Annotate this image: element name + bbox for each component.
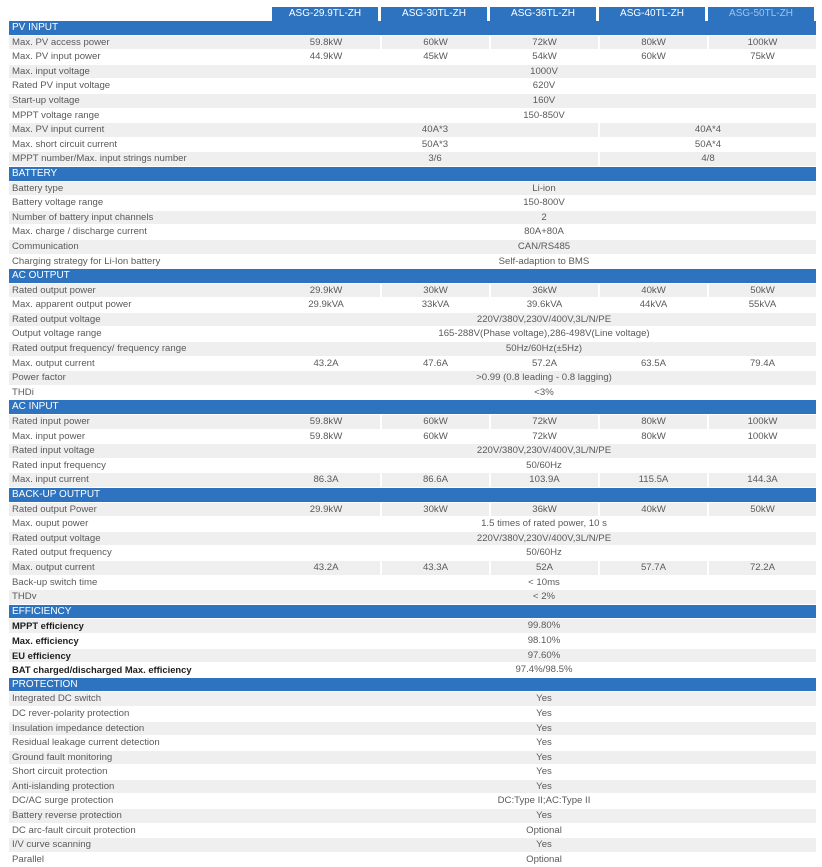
spec-value: 100kW — [708, 415, 816, 430]
spec-label: Charging strategy for Li-Ion battery — [9, 254, 272, 269]
spec-value: 59.8kW — [272, 35, 381, 50]
spec-value: Yes — [272, 809, 816, 824]
spec-row — [9, 50, 816, 65]
spec-row — [9, 502, 816, 517]
spec-value: 144.3A — [708, 473, 816, 488]
spec-value: 99.80% — [272, 619, 816, 634]
spec-label: Anti-islanding protection — [9, 779, 272, 794]
section-title: BATTERY — [9, 166, 816, 181]
spec-value: 1000V — [272, 64, 816, 79]
spec-value: 150-800V — [272, 196, 816, 211]
spec-row — [9, 692, 816, 707]
spec-label: Output voltage range — [9, 327, 272, 342]
spec-value: 39.6kVA — [490, 298, 599, 313]
spec-row — [9, 750, 816, 765]
section-header — [9, 488, 816, 503]
spec-label: Residual leakage current detection — [9, 736, 272, 751]
spec-row — [9, 196, 816, 211]
spec-value: 220V/380V,230V/400V,3L/N/PE — [272, 444, 816, 459]
spec-value: 97.4%/98.5% — [272, 663, 816, 678]
spec-label: MPPT voltage range — [9, 108, 272, 123]
spec-row — [9, 35, 816, 50]
spec-value: 29.9kW — [272, 283, 381, 298]
spec-label: Max. apparent output power — [9, 298, 272, 313]
spec-value: 52A — [490, 560, 599, 575]
spec-label: MPPT number/Max. input strings number — [9, 152, 272, 167]
section-header — [9, 604, 816, 619]
spec-row — [9, 64, 816, 79]
spec-label: EU efficiency — [9, 648, 272, 663]
spec-row — [9, 531, 816, 546]
spec-value: 36kW — [490, 283, 599, 298]
spec-row — [9, 458, 816, 473]
spec-value: Li-ion — [272, 181, 816, 196]
spec-value: 50Hz/60Hz(±5Hz) — [272, 342, 816, 357]
spec-label: Rated input power — [9, 415, 272, 430]
spec-value: 80kW — [599, 415, 708, 430]
spec-label: Rated PV input voltage — [9, 79, 272, 94]
spec-value: 4/8 — [599, 152, 816, 167]
spec-label: Rated input frequency — [9, 458, 272, 473]
spec-value: 54kW — [490, 50, 599, 65]
spec-label: THDi — [9, 385, 272, 400]
spec-label: Battery voltage range — [9, 196, 272, 211]
spec-value: CAN/RS485 — [272, 239, 816, 254]
spec-label: Start-up voltage — [9, 93, 272, 108]
spec-value: Yes — [272, 779, 816, 794]
spec-label: MPPT efficiency — [9, 619, 272, 634]
spec-value: < 10ms — [272, 575, 816, 590]
spec-row — [9, 721, 816, 736]
spec-value: Yes — [272, 765, 816, 780]
spec-row — [9, 137, 816, 152]
spec-label: Max. efficiency — [9, 633, 272, 648]
spec-value: 86.3A — [272, 473, 381, 488]
spec-label: Back-up switch time — [9, 575, 272, 590]
model-header: ASG-30TL-ZH — [381, 7, 487, 21]
spec-label: Max. charge / discharge current — [9, 225, 272, 240]
spec-row — [9, 371, 816, 386]
spec-row — [9, 298, 816, 313]
spec-value: 60kW — [381, 429, 490, 444]
spec-table — [9, 21, 816, 867]
spec-value: Yes — [272, 838, 816, 853]
spec-label: Max. output current — [9, 560, 272, 575]
spec-row — [9, 415, 816, 430]
spec-row — [9, 560, 816, 575]
spec-value: 100kW — [708, 35, 816, 50]
spec-value: 47.6A — [381, 356, 490, 371]
spec-row — [9, 546, 816, 561]
spec-row — [9, 152, 816, 167]
spec-value: 60kW — [381, 35, 490, 50]
spec-value: 160V — [272, 93, 816, 108]
spec-value: 44kVA — [599, 298, 708, 313]
spec-label: Battery type — [9, 181, 272, 196]
spec-value: 40kW — [599, 283, 708, 298]
spec-label: DC arc-fault circuit protection — [9, 823, 272, 838]
spec-row — [9, 823, 816, 838]
spec-value: 220V/380V,230V/400V,3L/N/PE — [272, 531, 816, 546]
spec-value: 97.60% — [272, 648, 816, 663]
spec-label: Max. PV input current — [9, 123, 272, 138]
model-header: ASG-29.9TL-ZH — [272, 7, 378, 21]
spec-value: 30kW — [381, 283, 490, 298]
spec-label: Battery reverse protection — [9, 809, 272, 824]
spec-label: Max. input voltage — [9, 64, 272, 79]
spec-value: 55kVA — [708, 298, 816, 313]
spec-label: Number of battery input channels — [9, 210, 272, 225]
spec-value: 60kW — [381, 415, 490, 430]
spec-value: 59.8kW — [272, 415, 381, 430]
spec-value: 45kW — [381, 50, 490, 65]
spec-label: Rated output voltage — [9, 531, 272, 546]
spec-label: Rated output power — [9, 283, 272, 298]
spec-label: DC rever-polarity protection — [9, 706, 272, 721]
spec-row — [9, 736, 816, 751]
spec-label: I/V curve scanning — [9, 838, 272, 853]
spec-row — [9, 794, 816, 809]
spec-value: 150-850V — [272, 108, 816, 123]
spec-label: Integrated DC switch — [9, 692, 272, 707]
spec-value: 75kW — [708, 50, 816, 65]
spec-label: Rated output Power — [9, 502, 272, 517]
spec-row — [9, 108, 816, 123]
spec-value: Yes — [272, 750, 816, 765]
spec-row — [9, 123, 816, 138]
spec-label: Communication — [9, 239, 272, 254]
spec-row — [9, 225, 816, 240]
spec-row — [9, 590, 816, 605]
spec-label: Rated output frequency — [9, 546, 272, 561]
spec-row — [9, 93, 816, 108]
spec-value: 80kW — [599, 429, 708, 444]
spec-value: Yes — [272, 736, 816, 751]
spec-value: 80A+80A — [272, 225, 816, 240]
spec-value: 43.2A — [272, 356, 381, 371]
spec-row — [9, 663, 816, 678]
spec-label: Max. PV input power — [9, 50, 272, 65]
section-title: AC OUTPUT — [9, 269, 816, 284]
spec-value: 98.10% — [272, 633, 816, 648]
spec-value: 40A*3 — [272, 123, 599, 138]
spec-row — [9, 706, 816, 721]
spec-value: 72kW — [490, 429, 599, 444]
spec-value: 100kW — [708, 429, 816, 444]
spec-label: Max. input current — [9, 473, 272, 488]
spec-row — [9, 385, 816, 400]
spec-row — [9, 342, 816, 357]
spec-row — [9, 356, 816, 371]
spec-label: DC/AC surge protection — [9, 794, 272, 809]
spec-value: 50kW — [708, 502, 816, 517]
spec-value: 40kW — [599, 502, 708, 517]
spec-value: 72.2A — [708, 560, 816, 575]
section-header — [9, 269, 816, 284]
section-title: AC INPUT — [9, 400, 816, 415]
section-header — [9, 166, 816, 181]
spec-value: DC:Type II;AC:Type II — [272, 794, 816, 809]
section-title: BACK-UP OUTPUT — [9, 488, 816, 503]
spec-row — [9, 517, 816, 532]
spec-value: Optional — [272, 823, 816, 838]
spec-value: 57.7A — [599, 560, 708, 575]
model-header: ASG-36TL-ZH — [490, 7, 596, 21]
spec-value: Self-adaption to BMS — [272, 254, 816, 269]
spec-row — [9, 619, 816, 634]
spec-row — [9, 327, 816, 342]
spec-value: 43.2A — [272, 560, 381, 575]
spec-row — [9, 312, 816, 327]
spec-label: THDv — [9, 590, 272, 605]
spec-value: Yes — [272, 706, 816, 721]
spec-value: 165-288V(Phase voltage),286-498V(Line voltage) — [272, 327, 816, 342]
spec-label: Rated output voltage — [9, 312, 272, 327]
spec-value: 103.9A — [490, 473, 599, 488]
spec-row — [9, 633, 816, 648]
spec-label: Rated output frequency/ frequency range — [9, 342, 272, 357]
spec-row — [9, 444, 816, 459]
spec-value: >0.99 (0.8 leading - 0.8 lagging) — [272, 371, 816, 386]
spec-row — [9, 181, 816, 196]
spec-label: Short circuit protection — [9, 765, 272, 780]
spec-label: Max. input power — [9, 429, 272, 444]
spec-value: 43.3A — [381, 560, 490, 575]
spec-value: Yes — [272, 692, 816, 707]
spec-table-body — [9, 21, 816, 867]
spec-value: 40A*4 — [599, 123, 816, 138]
spec-row — [9, 809, 816, 824]
spec-label: BAT charged/discharged Max. efficiency — [9, 663, 272, 678]
spec-value: 72kW — [490, 35, 599, 50]
spec-value: 50/60Hz — [272, 546, 816, 561]
spec-row — [9, 79, 816, 94]
spec-label: Power factor — [9, 371, 272, 386]
spec-row — [9, 765, 816, 780]
spec-value: 79.4A — [708, 356, 816, 371]
spec-value: 220V/380V,230V/400V,3L/N/PE — [272, 312, 816, 327]
section-header — [9, 400, 816, 415]
spec-value: 80kW — [599, 35, 708, 50]
spec-value: 29.9kVA — [272, 298, 381, 313]
spec-value: 2 — [272, 210, 816, 225]
spec-row — [9, 283, 816, 298]
spec-label: Max. short circuit current — [9, 137, 272, 152]
spec-row — [9, 210, 816, 225]
section-header — [9, 677, 816, 692]
spec-row — [9, 648, 816, 663]
spec-value: 50kW — [708, 283, 816, 298]
spec-value: 33kVA — [381, 298, 490, 313]
spec-row — [9, 473, 816, 488]
spec-row — [9, 838, 816, 853]
spec-row — [9, 254, 816, 269]
spec-value: 1.5 times of rated power, 10 s — [272, 517, 816, 532]
section-title: EFFICIENCY — [9, 604, 816, 619]
spec-row — [9, 575, 816, 590]
spec-label: Ground fault monitoring — [9, 750, 272, 765]
spec-label: Max. PV access power — [9, 35, 272, 50]
spec-label: Max. ouput power — [9, 517, 272, 532]
spec-value: < 2% — [272, 590, 816, 605]
spec-value: 63.5A — [599, 356, 708, 371]
spec-value: Optional — [272, 852, 816, 867]
spec-row — [9, 429, 816, 444]
spec-row — [9, 239, 816, 254]
spec-label: Insulation impedance detection — [9, 721, 272, 736]
spec-value: 30kW — [381, 502, 490, 517]
spec-value: 620V — [272, 79, 816, 94]
spec-value: 29.9kW — [272, 502, 381, 517]
spec-value: 50A*4 — [599, 137, 816, 152]
section-header — [9, 21, 816, 35]
spec-row — [9, 852, 816, 867]
model-header: ASG-40TL-ZH — [599, 7, 705, 21]
spec-value: 57.2A — [490, 356, 599, 371]
spec-value: 60kW — [599, 50, 708, 65]
spec-label: Rated input voltage — [9, 444, 272, 459]
section-title: PROTECTION — [9, 677, 816, 692]
spec-label: Parallel — [9, 852, 272, 867]
spec-value: 50/60Hz — [272, 458, 816, 473]
spec-value: 36kW — [490, 502, 599, 517]
spec-value: 50A*3 — [272, 137, 599, 152]
spec-row — [9, 779, 816, 794]
spec-value: 3/6 — [272, 152, 599, 167]
spec-value: Yes — [272, 721, 816, 736]
spec-value: 115.5A — [599, 473, 708, 488]
model-header-row — [272, 7, 816, 21]
spec-label: Max. output current — [9, 356, 272, 371]
model-header: ASG-50TL-ZH — [708, 7, 814, 21]
section-title: PV INPUT — [9, 21, 816, 35]
spec-value: <3% — [272, 385, 816, 400]
spec-value: 86.6A — [381, 473, 490, 488]
spec-value: 59.8kW — [272, 429, 381, 444]
spec-value: 72kW — [490, 415, 599, 430]
spec-value: 44.9kW — [272, 50, 381, 65]
